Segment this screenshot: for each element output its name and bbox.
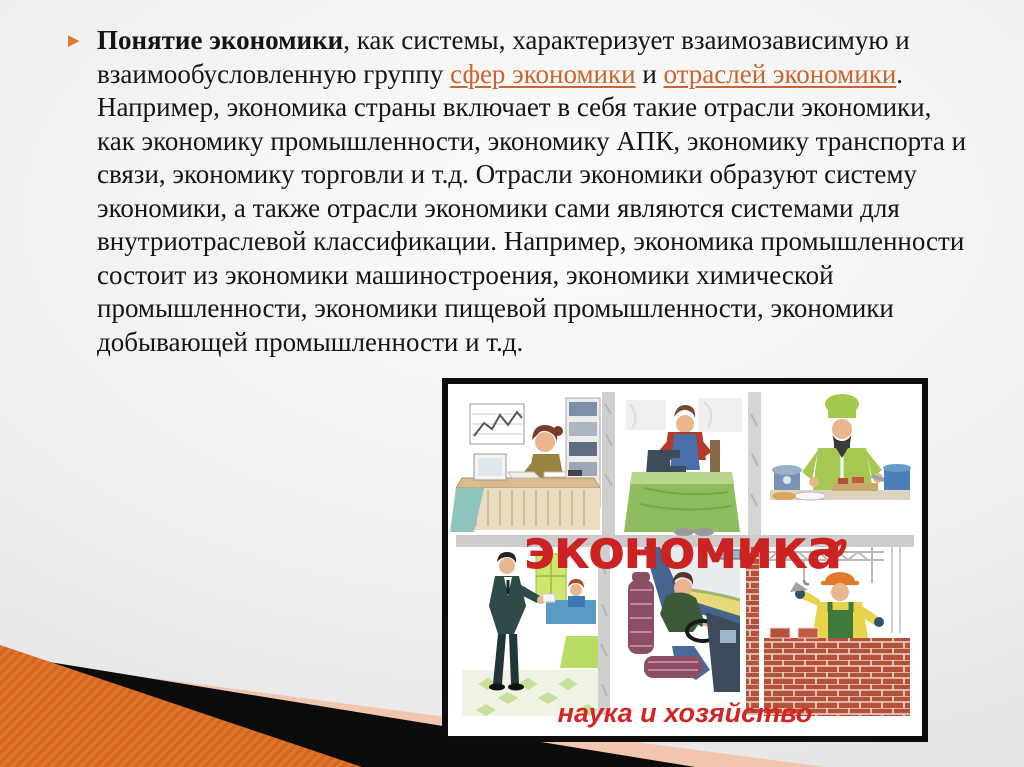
economics-illustration-image <box>442 378 928 742</box>
paragraph-segment: и <box>635 58 664 89</box>
paragraph-segment: , как системы, характеризует взаимозависимую и взаимообусловленную группу <box>97 25 910 89</box>
paragraph <box>97 24 969 359</box>
paragraph-bold-lead: Понятие экономики <box>97 25 344 55</box>
bullet-arrow-icon: ▶ <box>68 31 80 49</box>
body-text-block <box>68 24 968 359</box>
paragraph-segment: . Например, экономика страны включает в себя такие отрасли экономики, как экономику промышленности, экономику АПК, экономику транспорта и связи, экономику торговли и т.д. Отрасли экономики образуют систему экономики, а также отрасли экономики сами являются системами для внутриотраслевой классификации. Например, экономика промышленности состоит из экономики машиностроения, экономики химической промышленности, экономики пищевой промышленности, экономики добывающей промышленности и т.д. <box>97 58 967 357</box>
link-sfer-ekonomiki[interactable]: сфер экономики <box>450 58 636 89</box>
illustration-title: экономика <box>523 518 841 581</box>
link-otrasley-ekonomiki[interactable]: отраслей экономики <box>663 58 897 89</box>
economics-illustration-canvas <box>448 384 922 736</box>
illustration-caption: наука и хозяйство <box>557 698 813 728</box>
